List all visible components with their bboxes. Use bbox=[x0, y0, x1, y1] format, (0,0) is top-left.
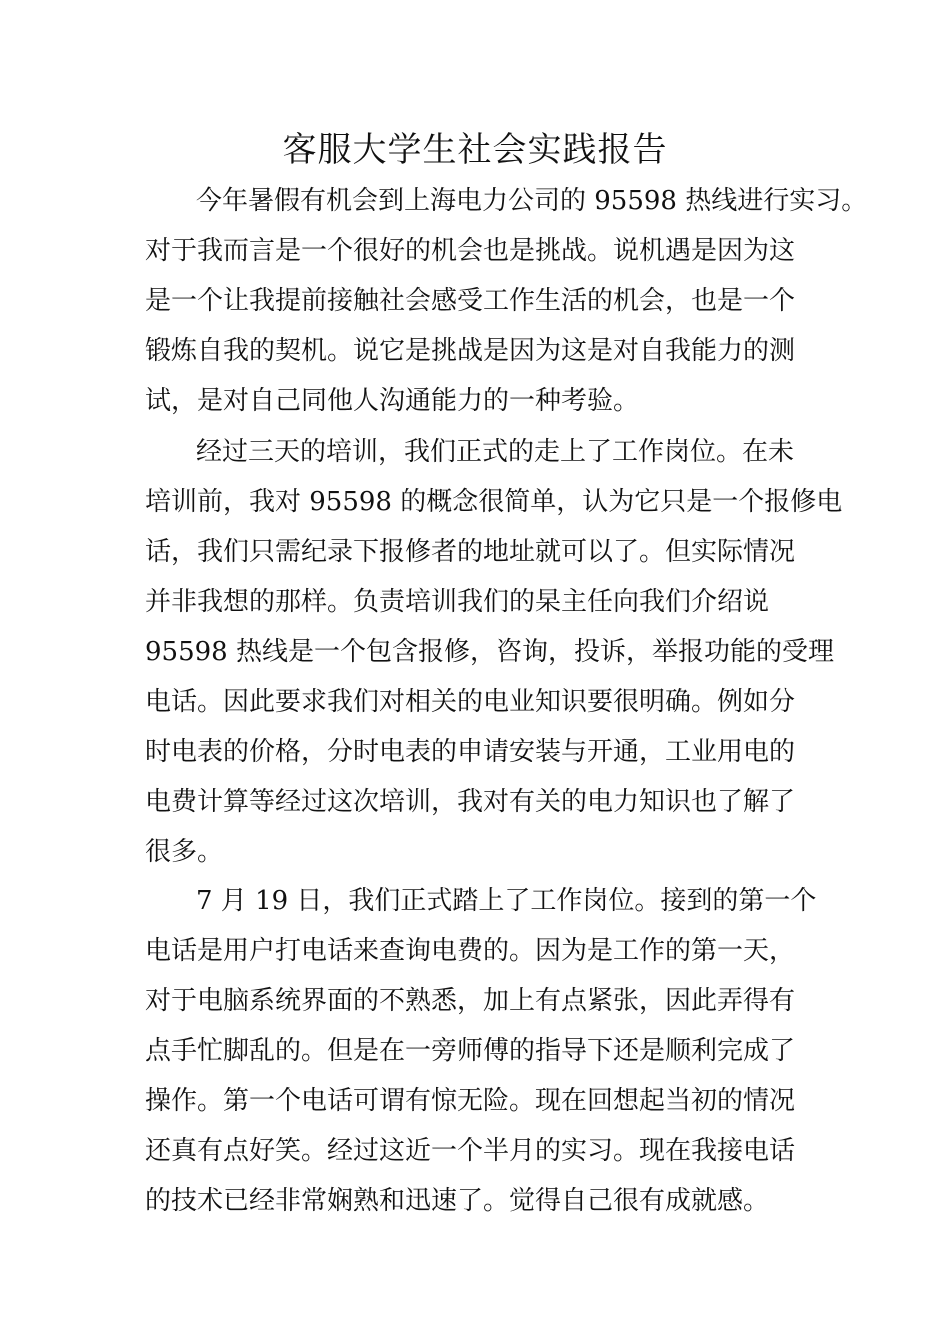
paragraph-line: 7 月 19 日，我们正式踏上了工作岗位。接到的第一个 bbox=[196, 886, 817, 916]
paragraph-line: 的技术已经非常娴熟和迅速了。觉得自己很有成就感。 bbox=[145, 1186, 770, 1216]
paragraph-line: 时电表的价格，分时电表的申请安装与开通，工业用电的 bbox=[145, 737, 796, 767]
paragraph-line: 今年暑假有机会到上海电力公司的 95598 热线进行实习。 bbox=[196, 186, 868, 216]
paragraph-line: 话，我们只需纪录下报修者的地址就可以了。但实际情况 bbox=[145, 537, 796, 567]
paragraph-line: 电话是用户打电话来查询电费的。因为是工作的第一天， bbox=[145, 936, 796, 966]
paragraph-line: 点手忙脚乱的。但是在一旁师傅的指导下还是顺利完成了 bbox=[145, 1036, 796, 1066]
paragraph-line: 很多。 bbox=[145, 837, 224, 867]
paragraph-line: 电费计算等经过这次培训，我对有关的电力知识也了解了 bbox=[145, 787, 796, 817]
paragraph-line: 还真有点好笑。经过这近一个半月的实习。现在我接电话 bbox=[145, 1136, 796, 1166]
paragraph-line: 对于电脑系统界面的不熟悉，加上有点紧张，因此弄得有 bbox=[145, 986, 796, 1016]
document-title: 客服大学生社会实践报告 bbox=[282, 130, 668, 170]
paragraph-line: 95598 热线是一个包含报修，咨询，投诉，举报功能的受理 bbox=[145, 637, 834, 667]
paragraph-line: 并非我想的那样。负责培训我们的杲主任向我们介绍说 bbox=[145, 587, 770, 617]
paragraph-line: 锻炼自我的契机。说它是挑战是因为这是对自我能力的测 bbox=[145, 336, 796, 366]
paragraph-line: 培训前，我对 95598 的概念很简单，认为它只是一个报修电 bbox=[145, 487, 843, 517]
paragraph-line: 电话。因此要求我们对相关的电业知识要很明确。例如分 bbox=[145, 687, 796, 717]
paragraph-line: 经过三天的培训，我们正式的走上了工作岗位。在未 bbox=[196, 437, 795, 467]
paragraph-line: 对于我而言是一个很好的机会也是挑战。说机遇是因为这 bbox=[145, 236, 796, 266]
paragraph-line: 试，是对自己同他人沟通能力的一种考验。 bbox=[145, 386, 640, 416]
paragraph-line: 是一个让我提前接触社会感受工作生活的机会，也是一个 bbox=[145, 286, 796, 316]
paragraph-line: 操作。第一个电话可谓有惊无险。现在回想起当初的情况 bbox=[145, 1086, 796, 1116]
